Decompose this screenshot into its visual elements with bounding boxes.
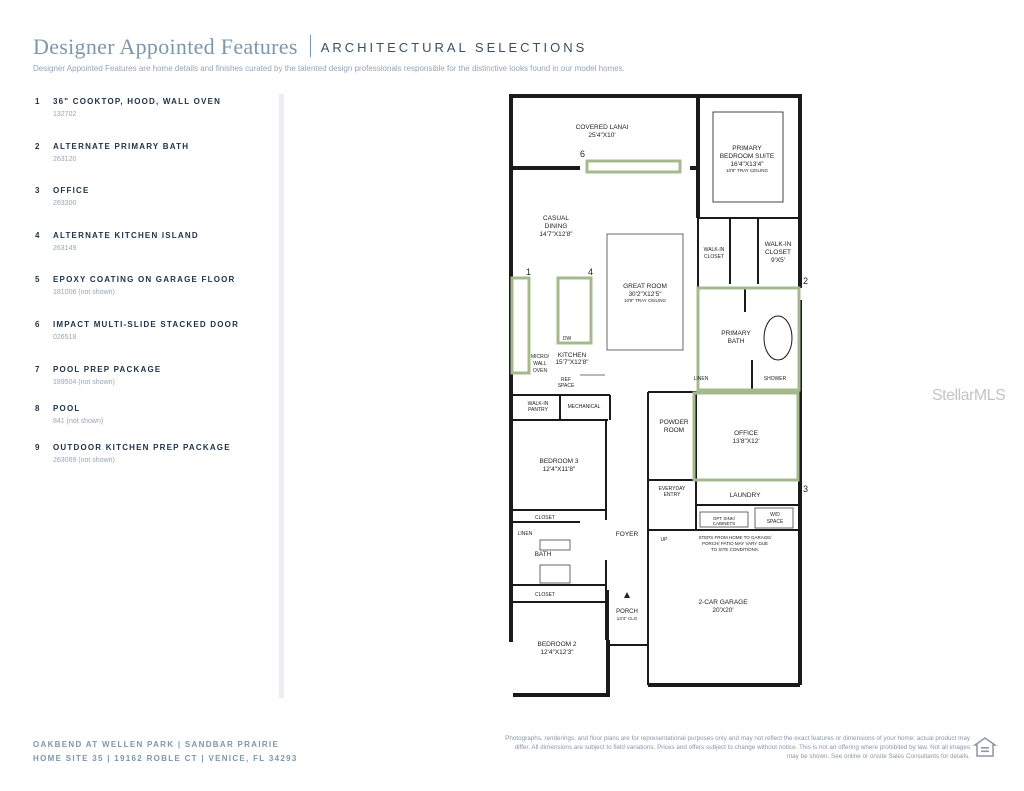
room-dw: DW bbox=[562, 336, 572, 342]
room-wd-2: SPACE bbox=[766, 519, 784, 525]
feature-item bbox=[35, 142, 275, 187]
room-primary-suite: PRIMARY bbox=[732, 145, 762, 152]
feature-name: POOL bbox=[53, 403, 81, 413]
marker-1: 1 bbox=[526, 267, 532, 277]
room-walkin-pantry: WALK-IN bbox=[527, 401, 549, 407]
feature-number: 2 bbox=[35, 141, 41, 151]
room-walkin-pantry-2: PANTRY bbox=[528, 407, 548, 413]
room-bedroom2: BEDROOM 2 bbox=[537, 641, 577, 648]
room-wd: W/D bbox=[770, 512, 780, 518]
marker-3: 3 bbox=[803, 484, 809, 494]
room-micro: MICRO/ bbox=[530, 354, 550, 360]
feature-name: ALTERNATE PRIMARY BATH bbox=[53, 141, 190, 151]
room-opt-sink: OPT SINK/ bbox=[712, 516, 736, 521]
feature-code: 189504 (not shown) bbox=[53, 378, 115, 386]
room-primary-suite-2: BEDROOM SUITE bbox=[719, 153, 775, 160]
feature-code: 132702 bbox=[53, 111, 77, 118]
room-great-room-note: 10'8" TRAY CEILING bbox=[624, 298, 666, 303]
room-shower: SHOWER bbox=[763, 376, 787, 382]
feature-item bbox=[35, 231, 275, 276]
feature-number: 6 bbox=[35, 319, 41, 329]
marker-6: 6 bbox=[580, 149, 586, 159]
feature-name: EPOXY COATING ON GARAGE FLOOR bbox=[53, 275, 236, 285]
feature-number: 1 bbox=[35, 97, 41, 106]
feature-name: 36" COOKTOP, HOOD, WALL OVEN bbox=[53, 97, 222, 106]
footer-address bbox=[33, 738, 298, 766]
room-steps-note-3: TO SITE CONDITIONS. bbox=[710, 547, 760, 552]
room-mechanical: MECHANICAL bbox=[567, 404, 601, 410]
feature-name: OFFICE bbox=[53, 186, 90, 196]
intro-text: Designer Appointed Features are home details and finishes curated by the talented design professionals responsible for the distinctive looks found in our model homes. bbox=[33, 64, 625, 73]
room-ref: REF bbox=[561, 377, 571, 383]
room-foyer: FOYER bbox=[615, 531, 639, 538]
feature-item bbox=[35, 365, 275, 404]
room-kitchen: KITCHEN bbox=[557, 352, 587, 359]
room-lanai-dim: 25'4"X10' bbox=[588, 132, 616, 139]
feature-item bbox=[35, 320, 275, 365]
watermark: StellarMLS bbox=[932, 387, 1006, 404]
room-closet-a: CLOSET bbox=[534, 515, 556, 521]
feature-number: 4 bbox=[35, 230, 41, 240]
feature-number: 5 bbox=[35, 275, 41, 285]
room-walkin-closet-b-2: CLOSET bbox=[764, 249, 792, 256]
title-divider bbox=[310, 35, 311, 57]
feature-number: 3 bbox=[35, 186, 41, 196]
feature-code: 026518 bbox=[53, 333, 77, 341]
room-walkin-closet-a: WALK-IN bbox=[703, 247, 725, 253]
room-primary-suite-note: 10'8" TRAY CEILING bbox=[726, 168, 768, 173]
page-header bbox=[33, 34, 587, 60]
page-title: Designer Appointed Features bbox=[33, 34, 298, 59]
room-kitchen-dim: 15'7"X12'8" bbox=[555, 359, 589, 366]
room-office: OFFICE bbox=[734, 430, 758, 437]
feature-item bbox=[35, 97, 275, 142]
feature-code: 263149 bbox=[53, 244, 77, 252]
disclaimer: Photographs, renderings, and floor plans are for representational purposes only and may not reflect the exact features or dimensions of your home; actual product may differ. All dimensions are subject to field variations. Prices and offers subject to change without notice. This is not an offering where prohibited by law. Not all images may be shown. See online or onsite Sales Consultants for details. bbox=[505, 735, 970, 760]
feature-number: 9 bbox=[35, 442, 41, 452]
room-primary-bath-2: BATH bbox=[727, 338, 745, 345]
equal-housing-icon bbox=[974, 737, 996, 757]
room-up: UP bbox=[660, 537, 668, 543]
feature-name: OUTDOOR KITCHEN PREP PACKAGE bbox=[53, 442, 231, 452]
room-great-room-dim: 30'2"X12'5" bbox=[628, 291, 662, 298]
room-bath: BATH bbox=[534, 551, 552, 558]
feature-number: 7 bbox=[35, 364, 41, 374]
column-divider bbox=[279, 94, 284, 698]
room-ref-2: SPACE bbox=[557, 383, 575, 389]
room-walkin-closet-b: WALK-IN bbox=[764, 241, 792, 248]
footer-homesite: HOME SITE 35 | 19162 ROBLE CT | VENICE, FL 34293 bbox=[33, 754, 298, 763]
feature-name: POOL PREP PACKAGE bbox=[53, 364, 162, 374]
room-steps-note: STEPS FROM HOME TO GARAGE/ bbox=[698, 535, 772, 540]
room-porch-dim: 13'4" CLG bbox=[616, 616, 638, 621]
room-linen-a: LINEN bbox=[693, 376, 709, 382]
highlight-cooktop bbox=[512, 278, 529, 373]
room-great-room: GREAT ROOM bbox=[623, 283, 667, 290]
feature-code: 841 (not shown) bbox=[53, 417, 104, 425]
room-everyday-2: ENTRY bbox=[663, 492, 681, 498]
room-garage-dim: 20'X20' bbox=[712, 607, 734, 614]
feature-item bbox=[35, 404, 275, 443]
room-micro-2: WALL bbox=[533, 361, 547, 367]
feature-item bbox=[35, 443, 275, 488]
room-linen-b: LINEN bbox=[517, 531, 533, 537]
feature-code: 263300 bbox=[53, 200, 77, 208]
room-everyday: EVERYDAY bbox=[658, 486, 686, 492]
room-steps-note-2: PORCH/ PATIO MAY VARY DUE bbox=[702, 541, 768, 546]
feature-number: 8 bbox=[35, 403, 41, 413]
feature-item bbox=[35, 186, 275, 231]
feature-code: 181006 (not shown) bbox=[53, 289, 115, 297]
room-bedroom2-dim: 12'4"X12'3" bbox=[540, 649, 574, 656]
feature-code: 263120 bbox=[53, 155, 77, 163]
feature-name: IMPACT MULTI-SLIDE STACKED DOOR bbox=[53, 319, 240, 329]
highlight-stacked-door bbox=[587, 161, 680, 172]
feature-name: ALTERNATE KITCHEN ISLAND bbox=[53, 230, 199, 240]
floor-plan bbox=[505, 90, 809, 700]
room-casual-dining-dim: 14'7"X12'8" bbox=[539, 231, 573, 238]
highlight-primary-bath bbox=[698, 288, 799, 390]
room-porch: PORCH bbox=[616, 609, 638, 615]
room-closet-b: CLOSET bbox=[534, 592, 556, 598]
marker-2: 2 bbox=[803, 276, 809, 286]
room-office-dim: 13'8"X12' bbox=[732, 438, 760, 445]
room-micro-3: OVEN bbox=[532, 368, 548, 374]
room-lanai: COVERED LANAI bbox=[575, 124, 629, 131]
page-subtitle: ARCHITECTURAL SELECTIONS bbox=[320, 40, 588, 55]
room-casual-dining: CASUAL bbox=[542, 215, 570, 222]
room-powder-2: ROOM bbox=[663, 427, 685, 434]
porch-arrow-icon bbox=[624, 592, 630, 598]
room-garage: 2-CAR GARAGE bbox=[698, 599, 748, 606]
room-walkin-closet-a-2: CLOSET bbox=[703, 254, 725, 260]
highlight-kitchen-island bbox=[558, 278, 591, 343]
room-bedroom3-dim: 12'4"X11'8" bbox=[542, 466, 576, 473]
room-walkin-closet-b-dim: 9'X5' bbox=[770, 257, 786, 264]
room-laundry: LAUNDRY bbox=[729, 492, 761, 499]
feature-code: 263069 (not shown) bbox=[53, 456, 115, 464]
marker-4: 4 bbox=[588, 267, 594, 277]
room-primary-suite-dim: 16'4"X13'4" bbox=[730, 161, 764, 168]
feature-list bbox=[35, 97, 275, 487]
feature-item bbox=[35, 275, 275, 320]
room-opt-sink-2: CABINETS bbox=[712, 521, 736, 526]
room-casual-dining-2: DINING bbox=[544, 223, 568, 230]
footer-community: OAKBEND AT WELLEN PARK | SANDBAR PRAIRIE bbox=[33, 740, 280, 749]
room-powder: POWDER bbox=[659, 419, 689, 426]
room-bedroom3: BEDROOM 3 bbox=[539, 458, 579, 465]
room-primary-bath: PRIMARY bbox=[721, 330, 751, 337]
